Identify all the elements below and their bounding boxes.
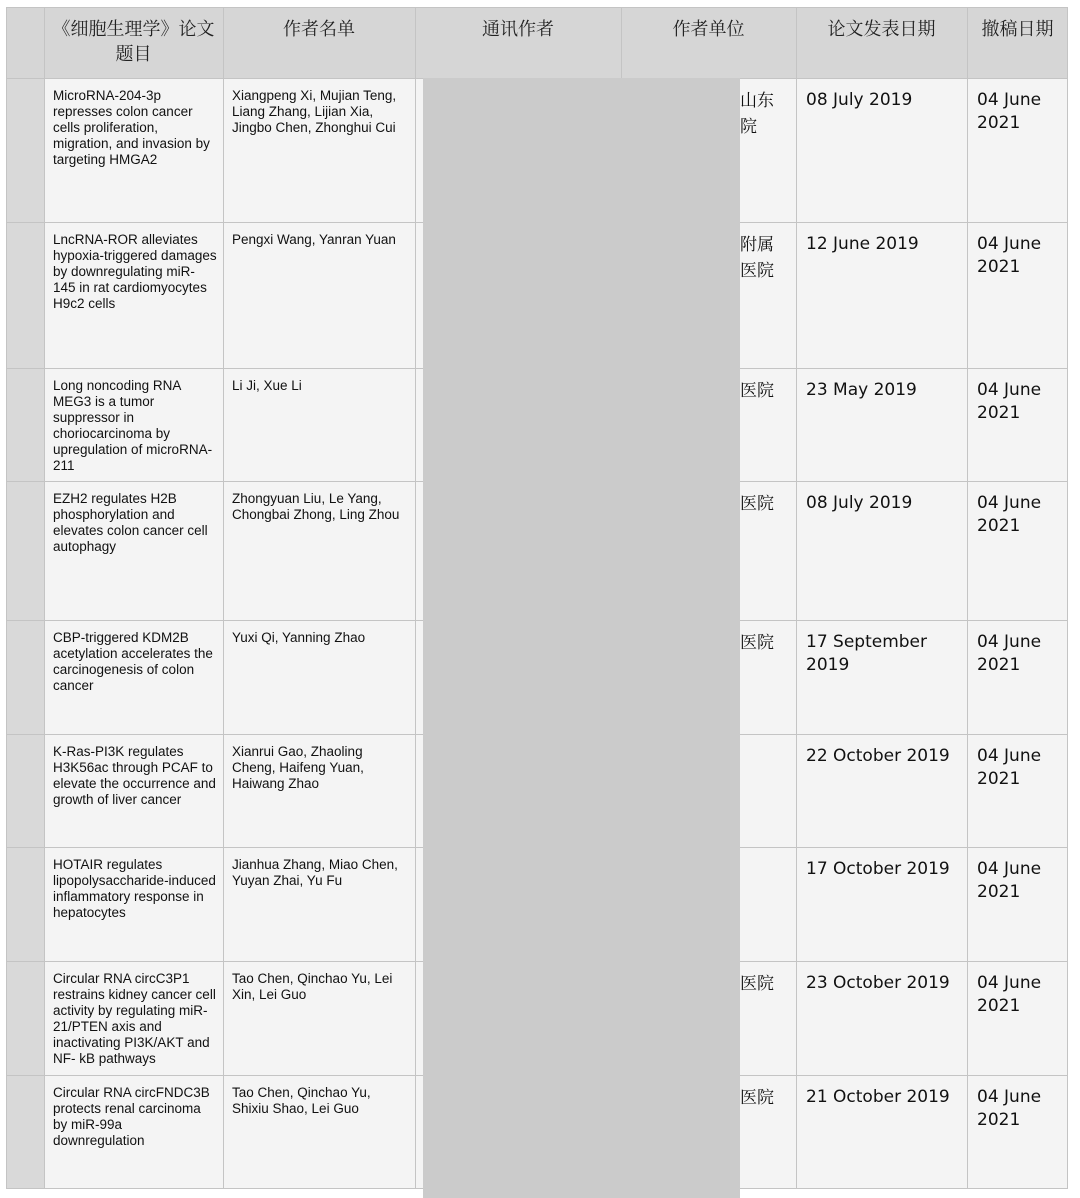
authors-cell[interactable]: Yuxi Qi, Yanning Zhao xyxy=(232,630,366,645)
paper-title-cell[interactable]: LncRNA-ROR alleviates hypoxia-triggered damages by downregulating miR-145 in rat cardiomyocytes H9c2 cells xyxy=(53,232,217,311)
paper-title-cell[interactable]: EZH2 regulates H2B phosphorylation and elevates colon cancer cell autophagy xyxy=(53,491,208,554)
retracted-date-cell[interactable]: 04 June 2021 xyxy=(977,973,1042,1016)
affiliation-cell[interactable]: 医院 xyxy=(740,633,774,653)
published-date-cell[interactable]: 08 July 2019 xyxy=(806,90,913,110)
row-number-cell[interactable] xyxy=(6,961,44,1075)
affiliation-cell[interactable]: 医院 xyxy=(740,381,774,401)
column-divider xyxy=(223,7,224,1188)
affiliation-cell[interactable]: 医院 xyxy=(740,974,774,994)
published-date-cell[interactable]: 23 October 2019 xyxy=(806,973,950,993)
table-top-border xyxy=(6,7,1068,8)
header-affiliation[interactable]: 作者单位 xyxy=(672,19,745,40)
row-number-cell[interactable] xyxy=(6,368,44,481)
row-number-cell[interactable] xyxy=(6,847,44,961)
authors-cell[interactable]: Zhongyuan Liu, Le Yang, Chongbai Zhong, Ling Zhou xyxy=(232,491,400,522)
redaction-block xyxy=(423,78,740,1198)
retracted-date-cell[interactable]: 04 June 2021 xyxy=(977,234,1042,277)
published-date-cell[interactable]: 17 September 2019 xyxy=(806,632,928,675)
authors-cell[interactable]: Jianhua Zhang, Miao Chen, Yuyan Zhai, Yu Fu xyxy=(232,857,398,888)
row-number-cell[interactable] xyxy=(6,78,44,222)
column-divider xyxy=(415,7,416,1188)
row-number-cell[interactable] xyxy=(6,1075,44,1188)
retracted-date-cell[interactable]: 04 June 2021 xyxy=(977,746,1042,789)
published-date-cell[interactable]: 23 May 2019 xyxy=(806,380,917,400)
paper-title-cell[interactable]: K-Ras-PI3K regulates H3K56ac through PCAF to elevate the occurrence and growth of liver cancer xyxy=(53,744,216,807)
affiliation-cell[interactable]: 山东 院 xyxy=(740,91,774,137)
paper-title-cell[interactable]: MicroRNA-204-3p represses colon cancer cells proliferation, migration, and invasion by targeting HMGA2 xyxy=(53,88,210,167)
retracted-date-cell[interactable]: 04 June 2021 xyxy=(977,1087,1042,1130)
column-divider xyxy=(967,7,968,1188)
retracted-date-cell[interactable]: 04 June 2021 xyxy=(977,90,1042,133)
published-date-cell[interactable]: 21 October 2019 xyxy=(806,1087,950,1107)
authors-cell[interactable]: Tao Chen, Qinchao Yu, Shixiu Shao, Lei Guo xyxy=(232,1085,371,1116)
header-retracted-date[interactable]: 撤稿日期 xyxy=(981,19,1054,40)
affiliation-cell[interactable]: 医院 xyxy=(740,1088,774,1108)
authors-cell[interactable]: Tao Chen, Qinchao Yu, Lei Xin, Lei Guo xyxy=(232,971,393,1002)
paper-title-cell[interactable]: Long noncoding RNA MEG3 is a tumor suppressor in choriocarcinoma by upregulation of microRNA-211 xyxy=(53,378,213,473)
affiliation-cell[interactable] xyxy=(740,847,796,961)
paper-title-cell[interactable]: Circular RNA circC3P1 restrains kidney cancer cell activity by regulating miR-21/PTEN axis and inactivating PI3K/AKT and NF- kB pathways xyxy=(53,971,216,1066)
published-date-cell[interactable]: 08 July 2019 xyxy=(806,493,913,513)
published-date-cell[interactable]: 17 October 2019 xyxy=(806,859,950,879)
column-divider xyxy=(796,7,797,1188)
paper-title-cell[interactable]: Circular RNA circFNDC3B protects renal carcinoma by miR-99a downregulation xyxy=(53,1085,210,1148)
header-authors[interactable]: 作者名单 xyxy=(283,19,355,40)
paper-title-cell[interactable]: HOTAIR regulates lipopolysaccharide-induced inflammatory response in hepatocytes xyxy=(53,857,216,920)
authors-cell[interactable]: Pengxi Wang, Yanran Yuan xyxy=(232,232,396,247)
retracted-date-cell[interactable]: 04 June 2021 xyxy=(977,380,1042,423)
row-number-cell[interactable] xyxy=(6,734,44,847)
retracted-date-cell[interactable]: 04 June 2021 xyxy=(977,632,1042,675)
affiliation-cell[interactable]: 附属 医院 xyxy=(740,235,774,281)
column-divider xyxy=(621,7,622,78)
retracted-date-cell[interactable]: 04 June 2021 xyxy=(977,859,1042,902)
authors-cell[interactable]: Xianrui Gao, Zhaoling Cheng, Haifeng Yuan, Haiwang Zhao xyxy=(232,744,364,791)
header-corresponding-author[interactable]: 通讯作者 xyxy=(482,19,554,40)
header-title[interactable]: 《细胞生理学》论文题目 xyxy=(52,19,215,65)
affiliation-cell[interactable]: 医院 xyxy=(740,494,774,514)
retracted-date-cell[interactable]: 04 June 2021 xyxy=(977,493,1042,536)
column-divider xyxy=(6,7,7,1188)
column-divider xyxy=(1067,7,1068,1188)
authors-cell[interactable]: Li Ji, Xue Li xyxy=(232,378,302,393)
paper-title-cell[interactable]: CBP-triggered KDM2B acetylation accelerates the carcinogenesis of colon cancer xyxy=(53,630,213,693)
published-date-cell[interactable]: 12 June 2019 xyxy=(806,234,919,254)
header-published-date[interactable]: 论文发表日期 xyxy=(827,19,936,40)
row-number-cell[interactable] xyxy=(6,481,44,620)
row-number-cell[interactable] xyxy=(6,620,44,734)
column-divider xyxy=(44,7,45,1188)
affiliation-cell[interactable] xyxy=(740,734,796,847)
published-date-cell[interactable]: 22 October 2019 xyxy=(806,746,950,766)
row-number-cell[interactable] xyxy=(6,222,44,368)
authors-cell[interactable]: Xiangpeng Xi, Mujian Teng, Liang Zhang, Lijian Xia, Jingbo Chen, Zhonghui Cui xyxy=(232,88,397,135)
